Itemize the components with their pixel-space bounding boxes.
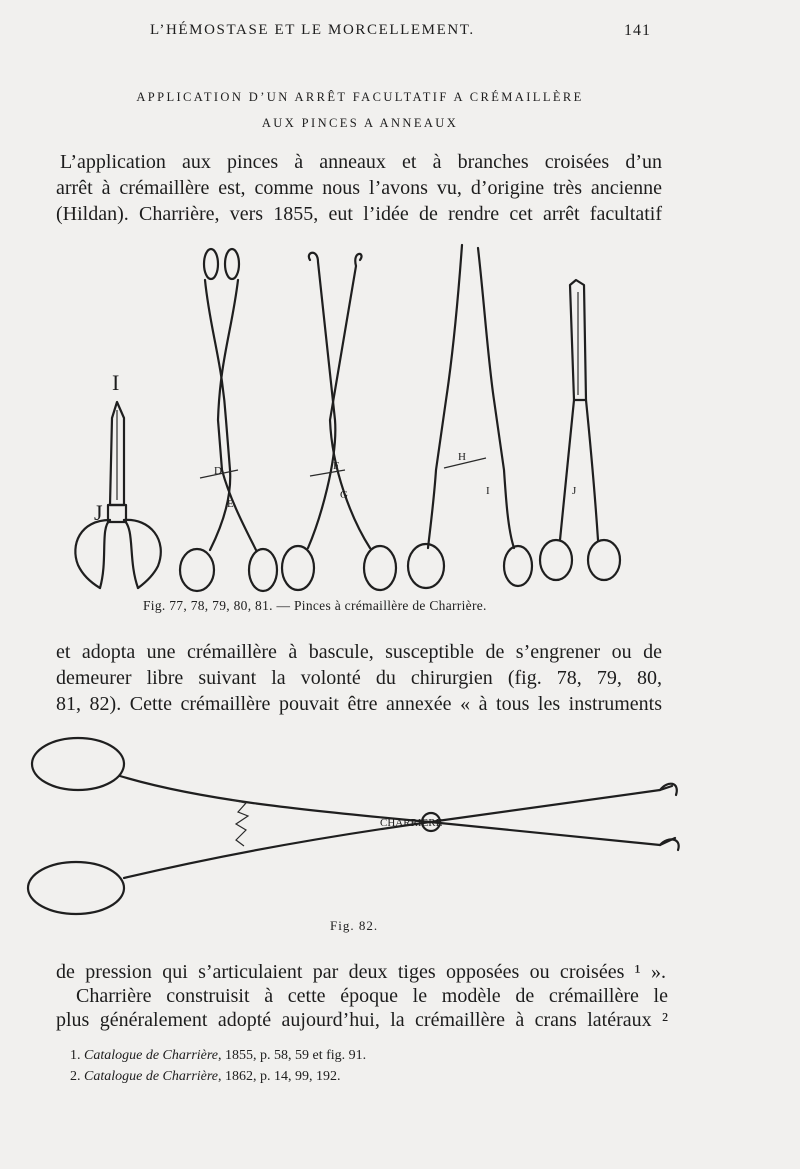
forceps-fig-77: [75, 402, 160, 588]
label-D: D: [214, 465, 222, 477]
footnote-number: 1.: [70, 1048, 81, 1063]
body-line: (Hildan). Charrière, vers 1855, eut l’idée de rendre cet arrêt facultatif: [56, 203, 662, 225]
body-line: 81, 82). Cette crémaillère pouvait être annexée « à tous les instruments: [56, 693, 662, 715]
footnote-rest: , 1855, p. 58, 59 et fig. 91.: [218, 1048, 367, 1063]
running-title: L’HÉMOSTASE ET LE MORCELLEMENT.: [150, 22, 475, 38]
figure-caption-77-81: Fig. 77, 78, 79, 80, 81. — Pinces à crémaillère de Charrière.: [143, 598, 487, 613]
body-line: et adopta une crémaillère à bascule, susceptible de s’engrener ou de: [56, 641, 662, 663]
body-line: demeurer libre suivant la volonté du chirurgien (fig. 78, 79, 80,: [56, 667, 662, 689]
label-I-small: I: [486, 485, 490, 497]
figure-caption-82: Fig. 82.: [330, 918, 379, 933]
label-J-right: J: [572, 485, 577, 497]
fig82-engraving: CHARRIERE: [380, 817, 443, 829]
forceps-fig-79: [282, 253, 396, 590]
footnote-title: Catalogue de Charrière: [84, 1069, 219, 1084]
label-H: H: [458, 451, 466, 463]
footnote-2: [70, 1068, 341, 1086]
footnote-title: Catalogue de Charrière: [84, 1048, 219, 1063]
forceps-fig-81: [540, 280, 620, 580]
label-F: F: [333, 460, 340, 472]
label-G: G: [340, 489, 348, 501]
body-line: de pression qui s’articulaient par deux tiges opposées ou croisées ¹ ».: [56, 961, 666, 983]
forceps-fig-80: [408, 245, 532, 588]
label-J-left: J: [94, 500, 103, 525]
body-line: L’application aux pinces à anneaux et à branches croisées d’un: [60, 151, 662, 173]
body-line: Charrière construisit à cette époque le modèle de crémaillère le: [76, 985, 668, 1007]
forceps-fig-82: [28, 738, 679, 914]
section-title-line1: APPLICATION D’UN ARRÊT FACULTATIF A CRÉMAILLÈRE: [136, 90, 584, 104]
page-number: 141: [624, 22, 651, 39]
footnote-1: [70, 1047, 366, 1065]
footnote-rest: , 1862, p. 14, 99, 192.: [218, 1069, 341, 1084]
label-I: I: [112, 370, 120, 395]
body-line: plus généralement adopté aujourd’hui, la crémaillère à crans latéraux ²: [56, 1009, 668, 1031]
section-title-line2: AUX PINCES A ANNEAUX: [261, 116, 459, 130]
label-E: E: [227, 498, 234, 510]
body-line: arrêt à crémaillère est, comme nous l’avons vu, d’origine très ancienne: [56, 177, 662, 199]
footnote-number: 2.: [70, 1069, 81, 1084]
forceps-fig-78: [180, 249, 277, 591]
